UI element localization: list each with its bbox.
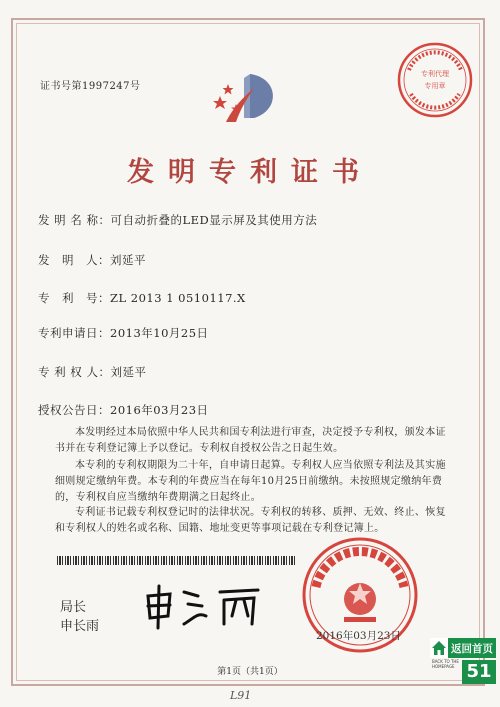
back-to-home-button[interactable] [430, 638, 496, 658]
inventor-row [38, 252, 146, 268]
director-signature [140, 582, 270, 630]
back-to-home-sublabel: BACK TO THE HOMEPAGE [432, 659, 459, 669]
director-title: 局长 [60, 600, 87, 615]
paragraph-status [55, 505, 455, 537]
invention-name-row [38, 212, 317, 228]
filing-date-value: 2013年10月25日 [110, 326, 209, 340]
barcode [57, 556, 297, 565]
agency-seal-top-right [395, 40, 475, 120]
page-number-badge[interactable]: 51 [462, 660, 496, 684]
grant-date-value: 2016年03月23日 [110, 403, 209, 417]
svg-text:专用章: 专用章 [424, 82, 446, 90]
patent-office-logo-icon [206, 66, 288, 126]
grant-date-label: 授权公告日： [38, 403, 110, 417]
paragraph-term [55, 458, 455, 505]
inventor-value: 刘延平 [110, 253, 146, 267]
paragraph-status-text: 专利证书记载专利权登记时的法律状况。专利权的转移、质押、无效、终止、恢复和专利权人的姓名或名称、国籍、地址变更等事项记载在专利登记簿上。 [55, 507, 446, 534]
certificate-title: 发明专利证书 [127, 157, 373, 188]
patent-number-row [38, 290, 246, 306]
back-to-home-label: 返回首页 [451, 642, 493, 655]
grant-date-row [38, 402, 209, 418]
paragraph-term-text: 本专利的专利权期限为二十年，自申请日起算。专利权人应当依照专利法及其实施细则规定缴纳年费。本专利的年费应当在每年10月25日前缴纳。未按照规定缴纳年费的，专利权自应当缴纳年费期满之日起终止。 [55, 460, 446, 503]
patentee-value: 刘延平 [110, 365, 147, 379]
inventor-label: 发 明 人： [38, 253, 110, 267]
director-name: 申长雨 [60, 619, 100, 634]
paragraph-grant [55, 425, 455, 457]
handwritten-note: L91 [230, 689, 252, 702]
invention-name-value: 可自动折叠的LED显示屏及其使用方法 [110, 213, 318, 227]
patent-number-label: 专 利 号： [38, 291, 110, 305]
patentee-label: 专 利 权 人： [38, 365, 111, 379]
seal-date: 2016年03月23日 [316, 630, 401, 642]
patentee-row [38, 364, 146, 380]
home-icon [430, 638, 448, 658]
invention-name-label: 发 明 名 称： [38, 213, 111, 227]
filing-date-label: 专利申请日： [38, 326, 110, 340]
certificate-number: 证书号第1997247号 [40, 81, 141, 92]
svg-text:专利代理: 专利代理 [421, 70, 449, 78]
filing-date-row [38, 325, 209, 341]
patent-number-value: ZL 2013 1 0510117.X [110, 291, 246, 305]
paragraph-grant-text: 本发明经过本局依照中华人民共和国专利法进行审查，决定授予专利权，颁发本证书并在专利登记簿上予以登记。专利权自授权公告之日起生效。 [55, 427, 446, 454]
page-footer: 第1页（共1页） [217, 667, 283, 677]
